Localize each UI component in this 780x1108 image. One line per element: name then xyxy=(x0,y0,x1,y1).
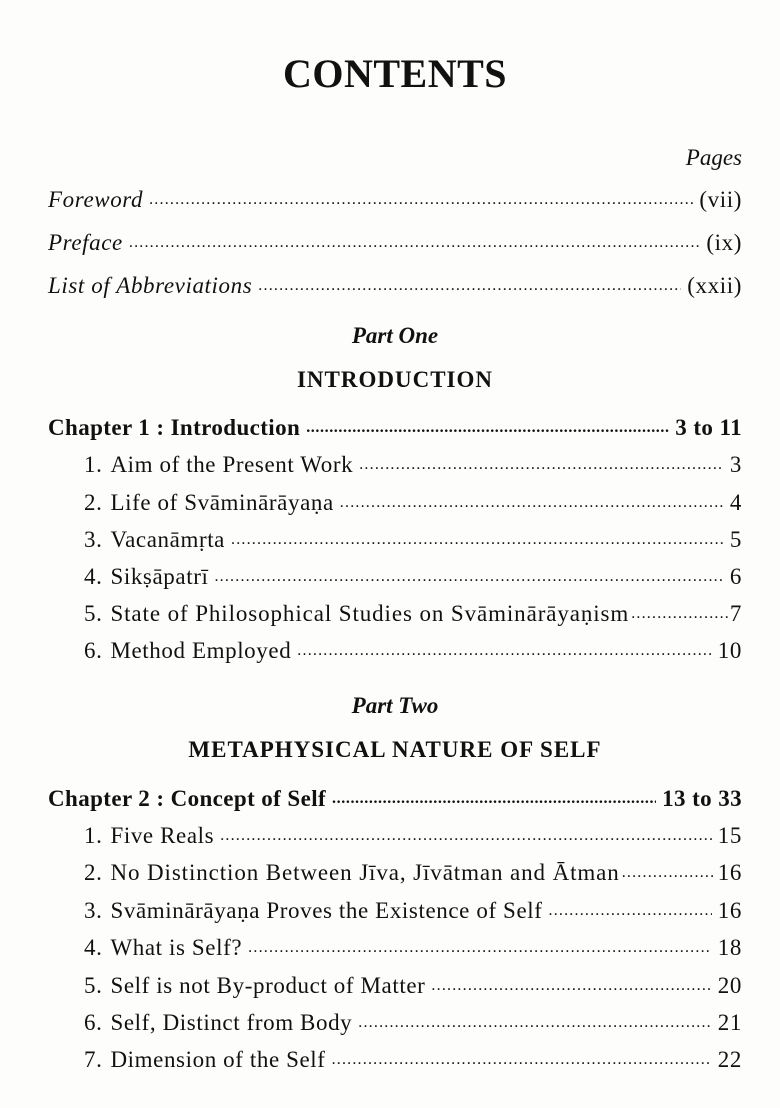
toc-chapter-1[interactable] xyxy=(48,412,742,441)
section-page: 21 xyxy=(717,1010,742,1035)
entry-page: (ix) xyxy=(706,230,742,255)
section-label: State of Philosophical Studies on Svāminārāyaṇism xyxy=(110,601,630,626)
section-number: 6. xyxy=(84,1010,103,1035)
section-number: 3. xyxy=(84,898,103,923)
section-label: Five Reals xyxy=(110,823,215,848)
section-page: 6 xyxy=(729,564,742,589)
section-number: 4. xyxy=(84,935,103,960)
section-label: What is Self? xyxy=(110,935,243,960)
section-number: 7. xyxy=(84,1047,103,1072)
dot-leader xyxy=(549,895,712,918)
toc-section[interactable] xyxy=(84,598,742,627)
section-page: 20 xyxy=(717,973,742,998)
section-page: 18 xyxy=(717,935,742,960)
dot-leader xyxy=(297,635,712,658)
part-label: Part Two xyxy=(351,693,439,718)
toc-section[interactable] xyxy=(84,970,742,999)
toc-section[interactable] xyxy=(84,1007,742,1036)
part-label: Part One xyxy=(351,323,439,348)
chapter-pages: 13 to 33 xyxy=(662,786,742,811)
dot-leader xyxy=(631,598,728,621)
dot-leader xyxy=(248,932,712,955)
section-label: Life of Svāminārāyaṇa xyxy=(110,490,334,515)
section-number: 6. xyxy=(84,638,103,663)
section-label: Self is not By-product of Matter xyxy=(110,973,426,998)
dot-leader xyxy=(220,820,712,843)
toc-chapter-2[interactable] xyxy=(48,783,742,812)
dot-leader xyxy=(149,184,693,207)
toc-section[interactable] xyxy=(84,449,742,478)
dot-leader xyxy=(258,270,681,293)
section-page: 7 xyxy=(729,601,742,626)
section-number: 3. xyxy=(84,527,103,552)
section-number: 1. xyxy=(84,452,103,477)
section-label: Sikṣāpatrī xyxy=(110,564,209,589)
part-title: INTRODUCTION xyxy=(296,367,494,392)
toc-entry-preface[interactable] xyxy=(48,227,742,256)
dot-leader xyxy=(214,561,723,584)
dot-leader xyxy=(358,1007,712,1030)
dot-leader xyxy=(431,970,711,993)
section-page: 16 xyxy=(717,898,742,923)
toc-section[interactable] xyxy=(84,820,742,849)
dot-leader xyxy=(332,783,656,806)
dot-leader xyxy=(231,524,724,547)
toc-section[interactable] xyxy=(84,635,742,664)
entry-label: List of Abbreviations xyxy=(48,273,253,298)
dot-leader xyxy=(340,487,724,510)
section-page: 22 xyxy=(717,1047,742,1072)
entry-label: Foreword xyxy=(48,187,144,212)
chapter-label: Chapter 2 : Concept of Self xyxy=(48,786,327,811)
section-number: 5. xyxy=(84,973,103,998)
section-label: No Distinction Between Jīva, Jīvātman and Ātman xyxy=(110,860,620,885)
toc-section[interactable] xyxy=(84,857,742,886)
toc-entry-foreword[interactable] xyxy=(48,184,742,213)
section-page: 15 xyxy=(717,823,742,848)
section-label: Method Employed xyxy=(110,638,292,663)
toc-entry-abbreviations[interactable] xyxy=(48,270,742,299)
dot-leader xyxy=(306,412,669,435)
entry-page: (xxii) xyxy=(687,273,742,298)
section-number: 2. xyxy=(84,860,103,885)
toc-section[interactable] xyxy=(84,895,742,924)
toc-section[interactable] xyxy=(84,932,742,961)
section-number: 5. xyxy=(84,601,103,626)
section-page: 3 xyxy=(729,452,742,477)
toc-section[interactable] xyxy=(84,524,742,553)
chapter-label: Chapter 1 : Introduction xyxy=(48,415,301,440)
toc-section[interactable] xyxy=(84,561,742,590)
section-label: Svāminārāyaṇa Proves the Existence of Self xyxy=(110,898,543,923)
dot-leader xyxy=(622,857,716,880)
dot-leader xyxy=(129,227,701,250)
section-number: 4. xyxy=(84,564,103,589)
entry-label: Preface xyxy=(48,230,123,255)
section-number: 2. xyxy=(84,490,103,515)
toc-section[interactable] xyxy=(84,487,742,516)
chapter-pages: 3 to 11 xyxy=(675,415,742,440)
entry-page: (vii) xyxy=(699,187,742,212)
section-page: 16 xyxy=(717,860,742,885)
dot-leader xyxy=(332,1044,712,1067)
section-page: 10 xyxy=(717,638,742,663)
page-title: CONTENTS xyxy=(282,51,508,96)
part-title: METAPHYSICAL NATURE OF SELF xyxy=(188,737,602,762)
section-label: Vacanāmṛta xyxy=(110,527,225,552)
section-number: 1. xyxy=(84,823,103,848)
section-label: Dimension of the Self xyxy=(110,1047,326,1072)
pages-column-label: Pages xyxy=(685,145,742,170)
toc-section[interactable] xyxy=(84,1044,742,1073)
section-page: 5 xyxy=(729,527,742,552)
section-label: Aim of the Present Work xyxy=(110,452,354,477)
section-page: 4 xyxy=(729,490,742,515)
dot-leader xyxy=(359,449,724,472)
section-label: Self, Distinct from Body xyxy=(110,1010,353,1035)
